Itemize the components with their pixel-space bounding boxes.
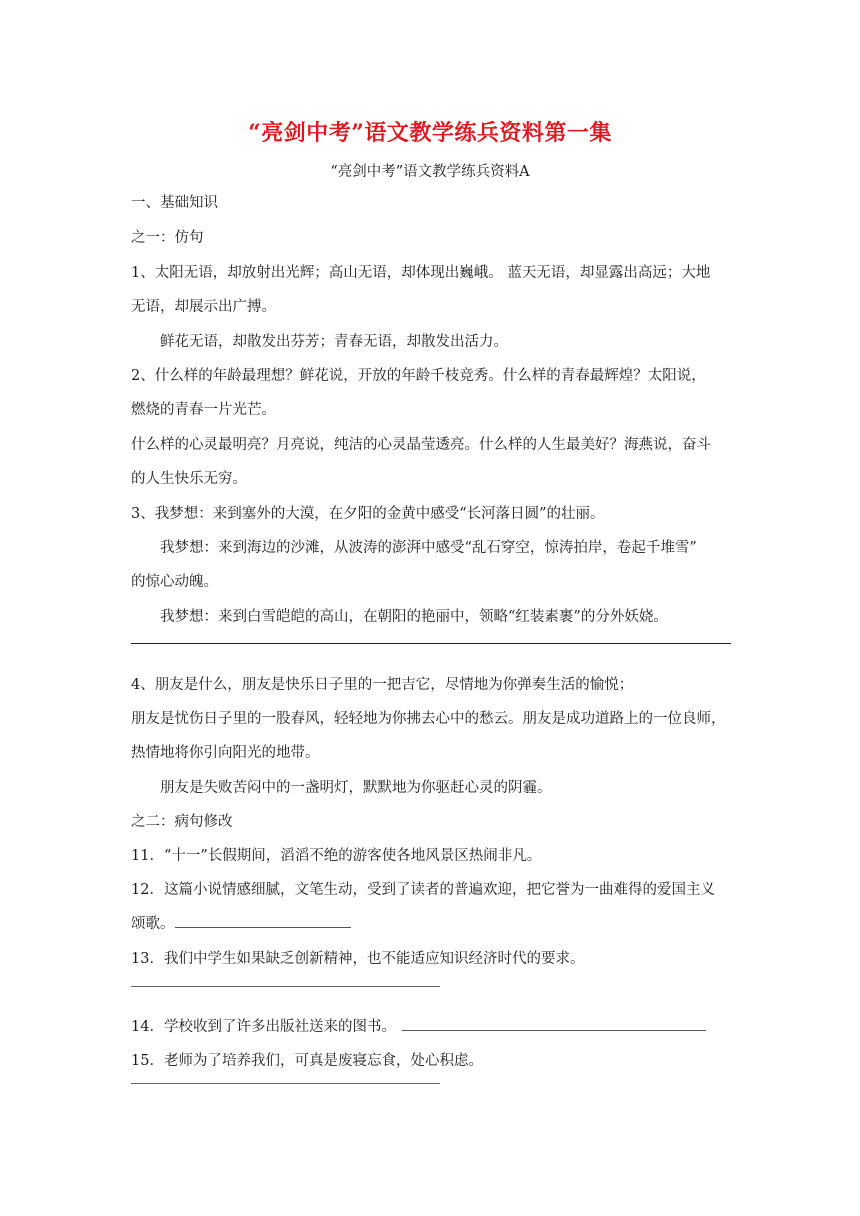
- q11-line: 11．“十一”长假期间，滔滔不绝的游客使各地风景区热闹非凡。: [131, 848, 542, 864]
- q3-line: 我梦想：来到白雪皑皑的高山，在朝阳的艳丽中，领略“红装素裹”的分外妖娆。: [160, 609, 668, 625]
- q14-line-text: 14．学校收到了许多出版社送来的图书。: [131, 1019, 396, 1035]
- answer-blank[interactable]: [131, 1083, 440, 1084]
- answer-blank[interactable]: [131, 986, 440, 987]
- q3-line: 我梦想：来到海边的沙滩，从波涛的澎湃中感受“乱石穿空，惊涛拍岸，卷起千堆雪”: [160, 540, 697, 556]
- answer-blank[interactable]: [402, 1016, 706, 1031]
- q3-line: 的惊心动魄。: [131, 574, 218, 590]
- q1-line: 鲜花无语，却散发出芬芳；青春无语，却散发出活力。: [160, 334, 508, 350]
- document-subtitle: “亮剑中考”语文教学练兵资料A: [330, 164, 530, 180]
- q14-line: [131, 1015, 706, 1036]
- q12-line: 12．这篇小说情感细腻，文笔生动，受到了读者的普遍欢迎，把它誉为一曲难得的爱国主义: [131, 882, 715, 898]
- q2-line: 燃烧的青春一片光芒。: [131, 402, 276, 418]
- q4-line: 4、朋友是什么，朋友是快乐日子里的一把吉它，尽情地为你弹奏生活的愉悦；: [131, 677, 634, 693]
- q4-line: 热情地将你引向阳光的地带。: [131, 745, 320, 761]
- q2-line: 的人生快乐无穷。: [131, 471, 247, 487]
- q3-line: 3、我梦想：来到塞外的大漠，在夕阳的金黄中感受“长河落日圆”的壮丽。: [131, 506, 605, 522]
- q2-line: 什么样的心灵最明亮？月亮说，纯洁的心灵晶莹透亮。什么样的人生最美好？海燕说，奋斗: [131, 437, 711, 453]
- q1-line: 1、太阳无语，却放射出光辉；高山无语，却体现出巍峨。 蓝天无语，却显露出高远；大地: [131, 265, 711, 281]
- subsection-heading: 之一：仿句: [131, 230, 204, 246]
- q1-line: 无语，却展示出广搏。: [131, 299, 276, 315]
- q4-line: 朋友是失败苦闷中的一盏明灯，默默地为你驱赶心灵的阴霾。: [160, 780, 552, 796]
- subsection-heading: 之二：病句修改: [131, 814, 233, 830]
- q12-line-text: 颂歌。: [131, 916, 175, 932]
- document-title: “亮剑中考”语文教学练兵资料第一集: [248, 120, 612, 146]
- answer-blank[interactable]: [175, 913, 351, 928]
- q12-line: [131, 912, 351, 933]
- q2-line: 2、什么样的年龄最理想？鲜花说，开放的年龄千枝竞秀。什么样的青春最辉煌？太阳说，: [131, 368, 706, 384]
- divider-line: [131, 643, 731, 644]
- section-heading: 一、基础知识: [131, 195, 218, 211]
- q13-line: 13．我们中学生如果缺乏创新精神，也不能适应知识经济时代的要求。: [131, 951, 585, 967]
- q15-line: 15．老师为了培养我们，可真是废寝忘食，处心积虑。: [131, 1053, 483, 1069]
- q4-line: 朋友是忧伤日子里的一股春风，轻轻地为你拂去心中的愁云。朋友是成功道路上的一位良师，: [131, 711, 726, 727]
